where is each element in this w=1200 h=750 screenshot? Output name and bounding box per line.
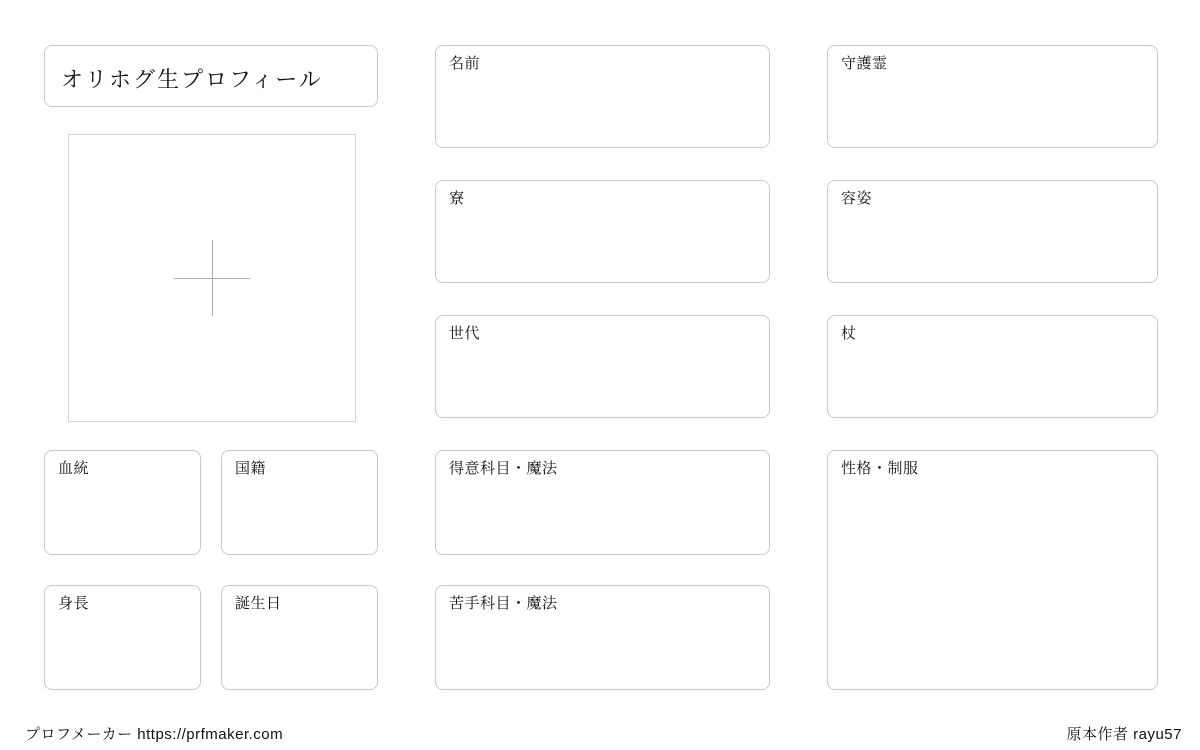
field-appearance[interactable] xyxy=(827,180,1158,283)
field-birthday-label: 誕生日 xyxy=(235,595,282,612)
field-height-label: 身長 xyxy=(58,595,90,612)
field-blood-label: 血統 xyxy=(58,460,90,477)
image-upload-placeholder[interactable] xyxy=(68,134,356,422)
field-bad-subject-label: 苦手科目・魔法 xyxy=(449,595,558,612)
field-good-subject-label: 得意科目・魔法 xyxy=(449,460,558,477)
field-wand-label: 杖 xyxy=(841,325,857,342)
field-birthday[interactable] xyxy=(221,585,378,690)
field-nationality[interactable] xyxy=(221,450,378,555)
field-bad-subject[interactable] xyxy=(435,585,770,690)
field-wand[interactable] xyxy=(827,315,1158,418)
field-appearance-label: 容姿 xyxy=(841,190,873,207)
field-personality-uniform-label: 性格・制服 xyxy=(841,460,919,477)
field-personality-uniform[interactable] xyxy=(827,450,1158,690)
field-guardian-spirit-label: 守護霊 xyxy=(841,55,888,72)
field-generation[interactable] xyxy=(435,315,770,418)
page-title: オリホグ生プロフィール xyxy=(61,67,323,92)
field-blood[interactable] xyxy=(44,450,201,555)
field-generation-label: 世代 xyxy=(449,325,481,342)
field-guardian-spirit[interactable] xyxy=(827,45,1158,148)
field-dorm[interactable] xyxy=(435,180,770,283)
plus-icon xyxy=(174,240,250,316)
footer-credit-right: 原本作者 rayu57 xyxy=(1066,726,1182,743)
field-name-label: 名前 xyxy=(449,55,481,72)
title-box xyxy=(44,45,378,107)
field-good-subject[interactable] xyxy=(435,450,770,555)
field-name[interactable] xyxy=(435,45,770,148)
field-height[interactable] xyxy=(44,585,201,690)
footer-credit-left: プロフメーカー https://prfmaker.com xyxy=(25,726,284,743)
field-nationality-label: 国籍 xyxy=(235,460,267,477)
field-dorm-label: 寮 xyxy=(449,190,465,207)
